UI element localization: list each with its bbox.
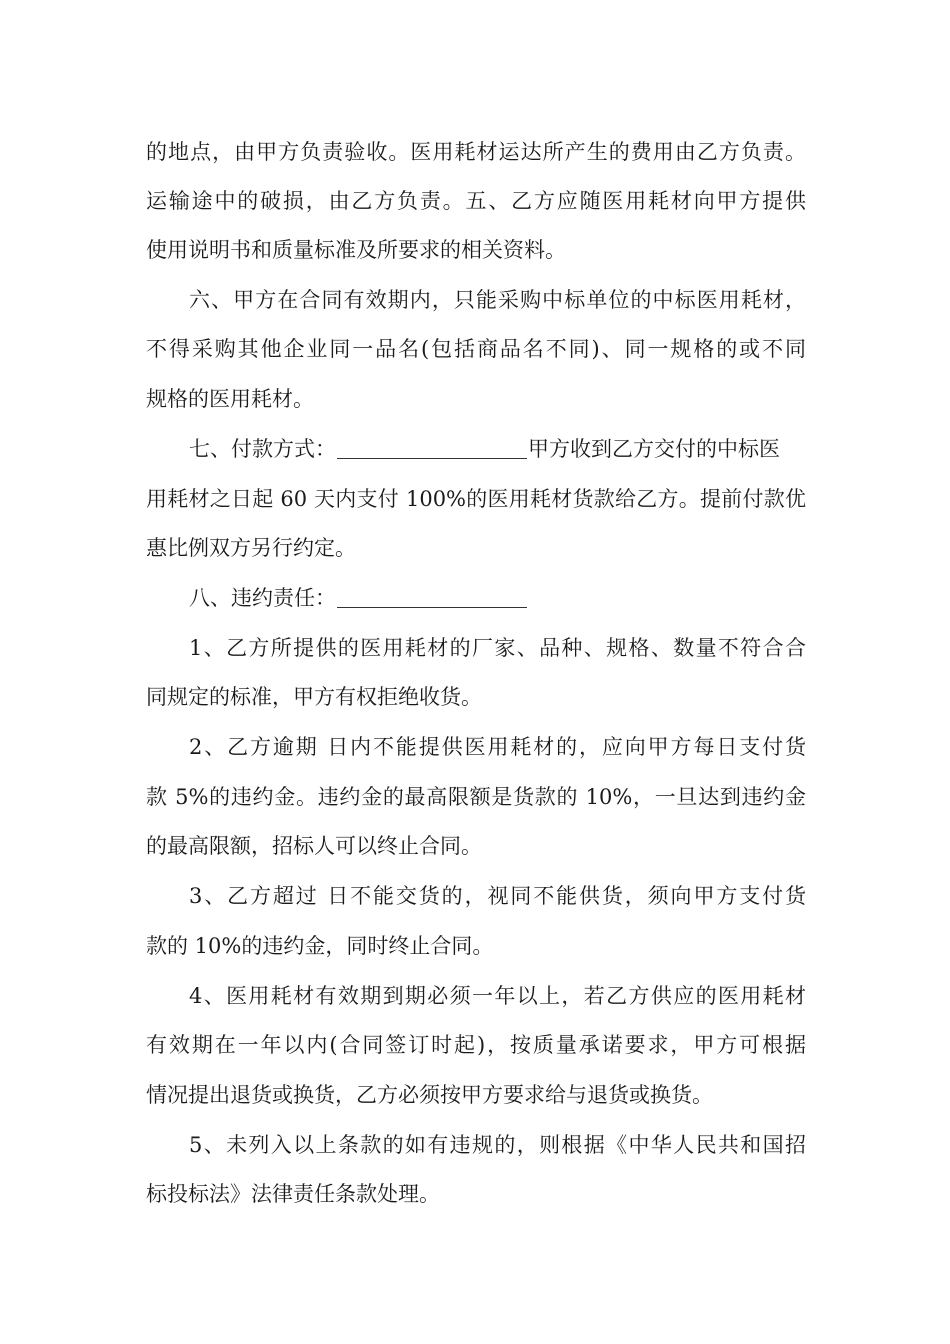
paragraph-line: 款 5%的违约金。违约金的最高限额是货款的 10%，一旦达到违约金: [146, 785, 806, 809]
paragraph-line: 不得采购其他企业同一品名(包括商品名不同)、同一规格的或不同: [146, 337, 806, 361]
paragraph-line: 情况提出退货或换货，乙方必须按甲方要求给与退货或换货。: [146, 1083, 713, 1107]
payment-method-blank: [337, 436, 527, 459]
clause-six-line: 六、甲方在合同有效期内，只能采购中标单位的中标医用耗材，: [189, 288, 806, 312]
paragraph-line: 的最高限额，招标人可以终止合同。: [146, 834, 482, 858]
item-1-line: 1、乙方所提供的医用耗材的厂家、品种、规格、数量不符合合: [189, 636, 806, 660]
paragraph-line: 使用说明书和质量标准及所要求的相关资料。: [146, 238, 566, 262]
clause-eight-label: 八、违约责任：: [189, 586, 336, 610]
item-3-line: 3、乙方超过 日不能交货的，视同不能供货，须向甲方支付货: [189, 884, 806, 908]
clause-seven-label: 七、付款方式：: [189, 437, 336, 461]
item-5-line: 5、未列入以上条款的如有违规的，则根据《中华人民共和国招: [189, 1133, 806, 1157]
paragraph-line: 标投标法》法律责任条款处理。: [146, 1182, 440, 1206]
item-2-line: 2、乙方逾期 日内不能提供医用耗材的，应向甲方每日支付货: [189, 735, 806, 759]
paragraph-line: 用耗材之日起 60 天内支付 100%的医用耗材货款给乙方。提前付款优: [146, 487, 806, 511]
paragraph-line: 惠比例双方另行约定。: [146, 536, 356, 560]
clause-eight-line: [189, 578, 806, 618]
paragraph-line: 运输途中的破损，由乙方负责。五、乙方应随医用耗材向甲方提供: [146, 189, 806, 213]
paragraph-line: 同规定的标准，甲方有权拒绝收货。: [146, 685, 482, 709]
paragraph-line: 有效期在一年以内(合同签订时起)，按质量承诺要求，甲方可根据: [146, 1033, 806, 1057]
item-4-line: 4、医用耗材有效期到期必须一年以上，若乙方供应的医用耗材: [189, 984, 806, 1008]
clause-seven-line: [189, 429, 806, 469]
paragraph-line: 规格的医用耗材。: [146, 387, 314, 411]
breach-liability-blank: [337, 585, 527, 608]
paragraph-line: 的地点，由甲方负责验收。医用耗材运达所产生的费用由乙方负责。: [146, 140, 806, 164]
clause-seven-text: 甲方收到乙方交付的中标医: [528, 437, 780, 461]
paragraph-line: 款的 10%的违约金，同时终止合同。: [146, 934, 494, 958]
